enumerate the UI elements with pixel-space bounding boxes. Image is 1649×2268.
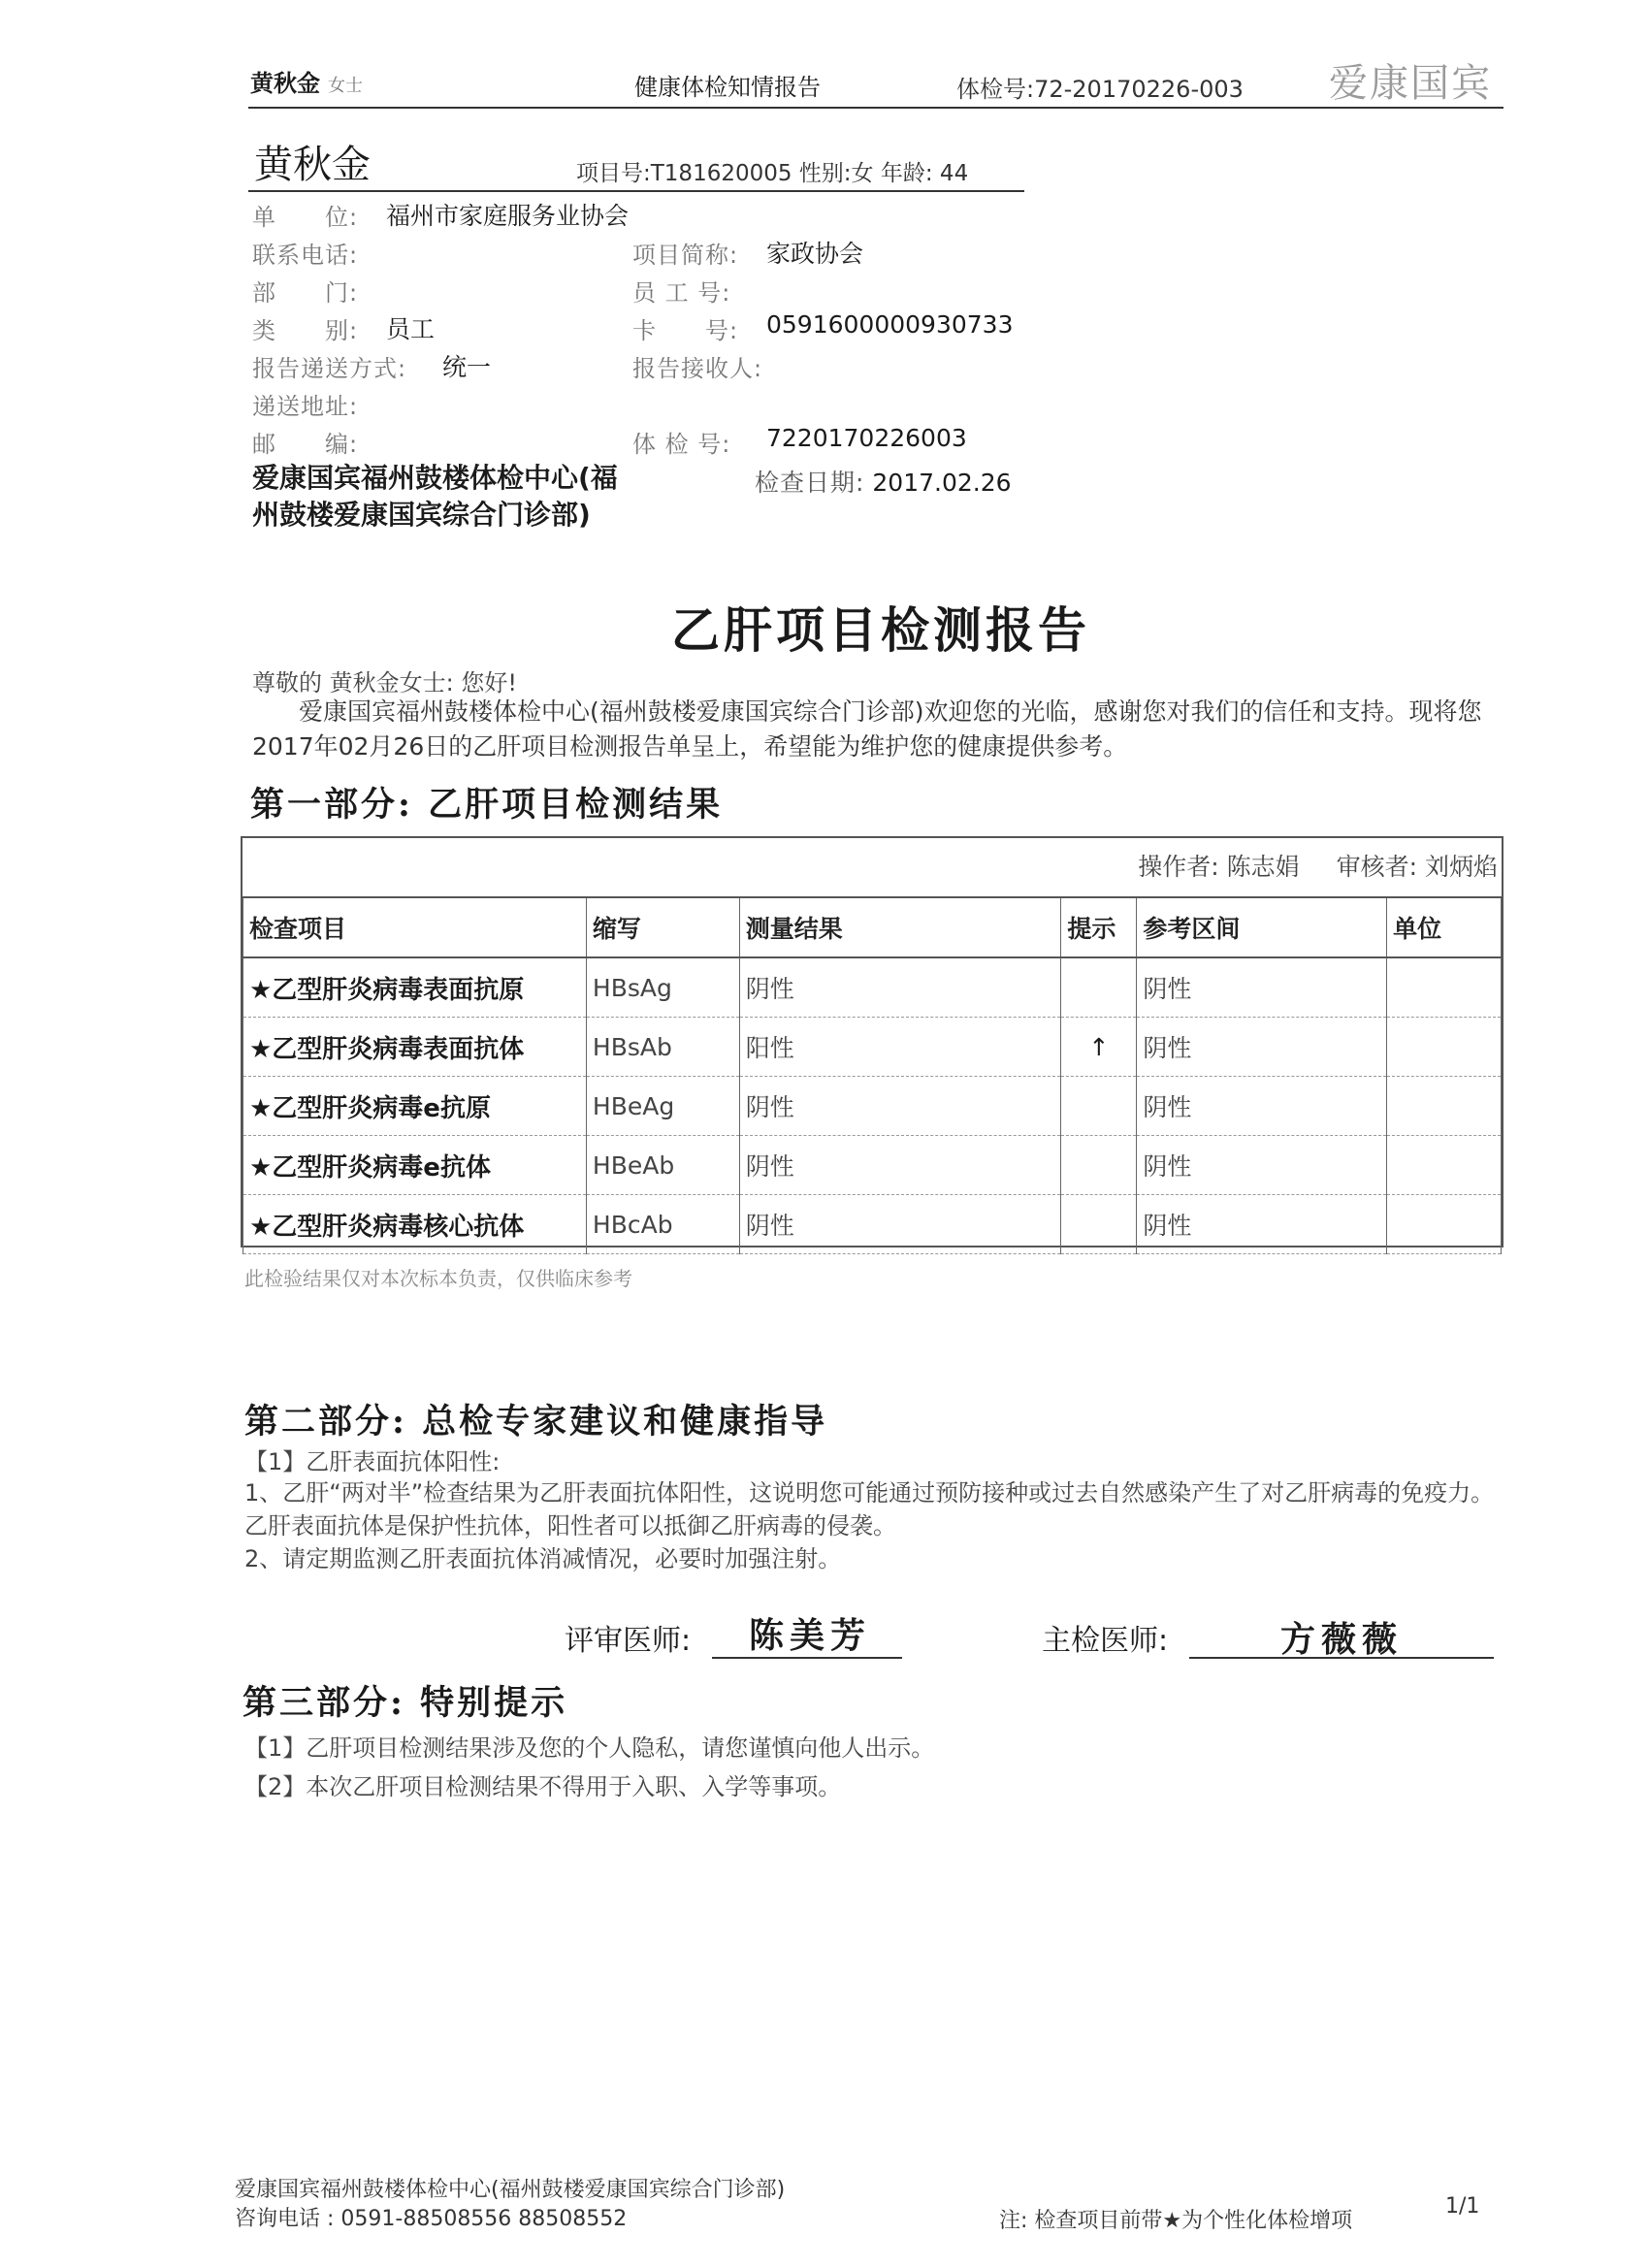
lab-disclaimer: 此检验结果仅对本次标本负责，仅供临床参考	[244, 1267, 632, 1290]
col-header: 缩写	[586, 897, 739, 957]
phone-label: 联系电话:	[252, 242, 359, 269]
test-item: ★乙型肝炎病毒e抗原	[243, 1077, 587, 1136]
test-reference: 阴性	[1137, 957, 1387, 1018]
address-label: 递送地址:	[252, 393, 359, 420]
test-result: 阳性	[739, 1018, 1061, 1077]
test-flag	[1061, 1195, 1137, 1254]
card-label: 卡 号:	[632, 317, 739, 344]
staff-no-label: 员 工 号:	[632, 279, 731, 307]
reviewer-signature: 陈美芳	[749, 1615, 872, 1656]
card-value: 0591600000930733	[766, 310, 1014, 339]
test-item: ★乙型肝炎病毒表面抗原	[243, 957, 587, 1018]
up-arrow-icon: ↑	[1061, 1018, 1137, 1077]
test-unit	[1387, 1195, 1502, 1254]
delivery-label: 报告递送方式:	[252, 355, 407, 382]
brand-logo: 爱康国宾	[1329, 61, 1492, 106]
test-flag	[1061, 1136, 1137, 1195]
project-line: 项目号:T181620005 性别:女 年龄: 44	[576, 161, 969, 186]
special-tip-2: 【2】本次乙肝项目检测结果不得用于入职、入学等事项。	[244, 1773, 842, 1800]
test-result: 阴性	[739, 1077, 1061, 1136]
table-row	[243, 1018, 1502, 1077]
header-title: 女士	[328, 76, 363, 96]
col-header: 单位	[1387, 897, 1502, 957]
table-row	[243, 1136, 1502, 1195]
test-unit	[1387, 957, 1502, 1018]
part1-heading: 第一部分: 乙肝项目检测结果	[250, 785, 724, 825]
check-date-value: 2017.02.26	[872, 469, 1012, 497]
center-name: 爱康国宾福州鼓楼体检中心(福州鼓楼爱康国宾综合门诊部)	[252, 462, 618, 531]
category-value: 员工	[386, 315, 436, 343]
table-row	[243, 1077, 1502, 1136]
table-header-row	[243, 897, 1502, 957]
results-table	[242, 896, 1502, 1254]
header-report-name: 健康体检知情报告	[634, 74, 821, 101]
test-reference: 阴性	[1137, 1195, 1387, 1254]
postcode-label: 邮 编:	[252, 431, 359, 458]
test-item: ★乙型肝炎病毒核心抗体	[243, 1195, 587, 1254]
footer-center: 爱康国宾福州鼓楼体检中心(福州鼓楼爱康国宾综合门诊部)	[235, 2178, 786, 2202]
test-item: ★乙型肝炎病毒表面抗体	[243, 1018, 587, 1077]
reviewer-signature-line	[712, 1657, 902, 1659]
results-table-box	[241, 836, 1504, 1247]
test-result: 阴性	[739, 1195, 1061, 1254]
footer-phone: 咨询电话 : 0591-88508556 88508552	[235, 2207, 628, 2231]
table-operators	[1109, 848, 1498, 883]
category-label: 类 别:	[252, 317, 359, 344]
test-abbr: HBsAg	[586, 957, 739, 1018]
header-patient-name	[250, 64, 363, 98]
unit-value: 福州市家庭服务业协会	[386, 202, 630, 230]
delivery-value: 统一	[442, 353, 492, 381]
exam-no-label: 体 检 号:	[632, 431, 731, 458]
project-short-label: 项目简称:	[632, 242, 739, 269]
header-divider	[248, 107, 1504, 109]
part3-heading: 第三部分: 特别提示	[242, 1683, 568, 1723]
test-reference: 阴性	[1137, 1077, 1387, 1136]
advice-line-2: 2、请定期监测乙肝表面抗体消减情况，必要时加强注射。	[244, 1545, 842, 1572]
patient-name: 黄秋金	[254, 143, 371, 187]
unit-label: 单 位:	[252, 204, 359, 231]
col-header: 提示	[1061, 897, 1137, 957]
chief-signature-line	[1189, 1657, 1494, 1659]
test-flag	[1061, 1077, 1137, 1136]
exam-no-value: 7220170226003	[766, 424, 967, 452]
test-unit	[1387, 1077, 1502, 1136]
check-date	[755, 464, 1012, 499]
project-short-value: 家政协会	[766, 240, 864, 268]
test-abbr: HBeAb	[586, 1136, 739, 1195]
special-tip-1: 【1】乙肝项目检测结果涉及您的个人隐私，请您谨慎向他人出示。	[244, 1734, 935, 1762]
reviewer-text: 审核者: 刘炳焰	[1336, 853, 1498, 881]
test-flag	[1061, 957, 1137, 1018]
test-unit	[1387, 1136, 1502, 1195]
footer-note: 注: 检查项目前带★为个性化体检增项	[999, 2209, 1353, 2233]
test-abbr: HBsAb	[586, 1018, 739, 1077]
chief-signature: 方薇薇	[1280, 1619, 1404, 1660]
check-date-label: 检查日期:	[755, 469, 865, 497]
header-exam-number: 体检号:72-20170226-003	[956, 76, 1244, 103]
report-title: 乙肝项目检测报告	[671, 601, 1090, 659]
info-divider	[248, 190, 1024, 192]
test-abbr: HBcAb	[586, 1195, 739, 1254]
test-item: ★乙型肝炎病毒e抗体	[243, 1136, 587, 1195]
col-header: 参考区间	[1137, 897, 1387, 957]
page-number: 1/1	[1445, 2194, 1480, 2219]
greeting: 尊敬的 黄秋金女士: 您好!	[252, 669, 517, 697]
chief-doctor-label: 主检医师:	[1042, 1624, 1169, 1658]
test-unit	[1387, 1018, 1502, 1077]
test-result: 阴性	[739, 957, 1061, 1018]
test-result: 阴性	[739, 1136, 1061, 1195]
table-row	[243, 957, 1502, 1018]
advice-line-1: 1、乙肝“两对半”检查结果为乙肝表面抗体阳性，这说明您可能通过预防接种或过去自然感染产生了对乙肝病毒的免疫力。乙肝表面抗体是保护性抗体，阳性者可以抵御乙肝病毒的侵袭。	[244, 1479, 1495, 1539]
part2-heading: 第二部分: 总检专家建议和健康指导	[244, 1402, 828, 1442]
receiver-label: 报告接收人:	[632, 355, 763, 382]
test-abbr: HBeAg	[586, 1077, 739, 1136]
header-name-text: 黄秋金	[250, 70, 320, 97]
advice-item-title: 【1】乙肝表面抗体阳性:	[244, 1448, 501, 1475]
reviewer-doctor-label: 评审医师:	[565, 1624, 692, 1658]
table-row	[243, 1195, 1502, 1254]
intro-paragraph: 爱康国宾福州鼓楼体检中心(福州鼓楼爱康国宾综合门诊部)欢迎您的光临，感谢您对我们的信任和支持。现将您2017年02月26日的乙肝项目检测报告单呈上，希望能为维护您的健康提供参考。	[252, 697, 1482, 761]
dept-label: 部 门:	[252, 279, 359, 307]
test-reference: 阴性	[1137, 1136, 1387, 1195]
test-reference: 阴性	[1137, 1018, 1387, 1077]
col-header: 测量结果	[739, 897, 1061, 957]
col-header: 检查项目	[243, 897, 587, 957]
operator-text: 操作者: 陈志娟	[1138, 853, 1300, 881]
